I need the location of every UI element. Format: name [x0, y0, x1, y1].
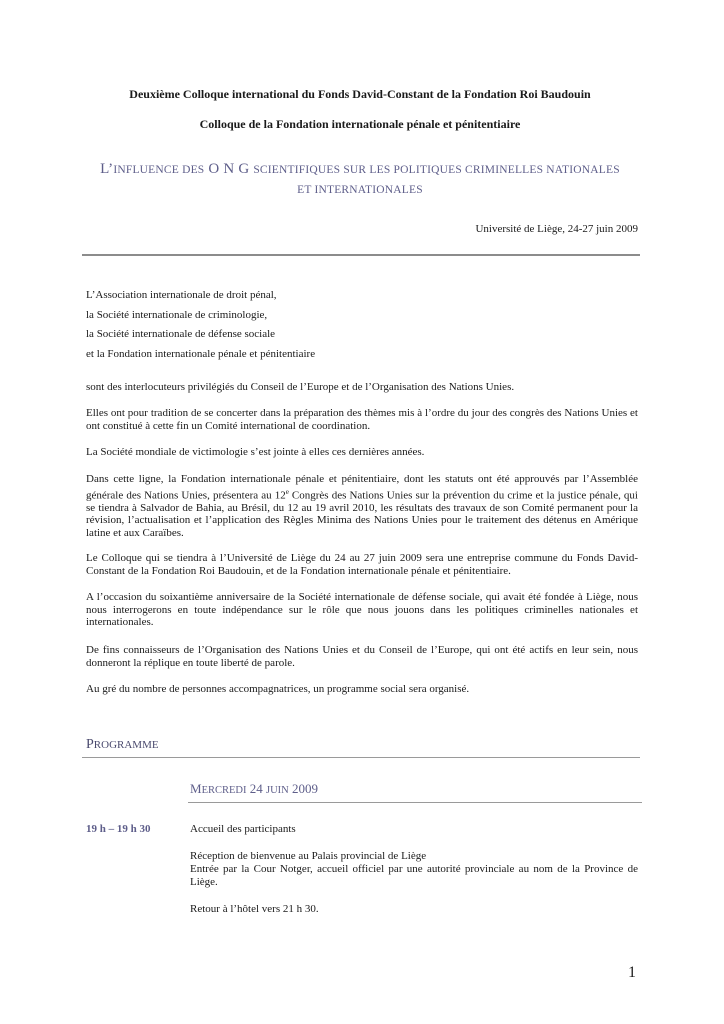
programme-item: Retour à l’hôtel vers 21 h 30. [190, 903, 319, 915]
programme-item: Accueil des participants [190, 823, 296, 835]
ordinal-superscript: e [285, 487, 289, 496]
header-divider [82, 254, 640, 256]
paragraph: Elles ont pour tradition de se concerter dans la préparation des thèmes mis à l’ordre du jour des congrès des Nations Unies et ont constitué à cette fin un Comité international de coordination. [86, 407, 638, 432]
programme-divider [82, 757, 640, 758]
day-number: 24 [249, 781, 263, 796]
day-initial: M [190, 781, 202, 796]
document-title-line2 [80, 180, 640, 199]
heading-rest: ROGRAMME [93, 739, 159, 751]
place-date: Université de Liège, 24-27 juin 2009 [475, 223, 638, 235]
paragraph-text: Congrès des Nations Unies sur la prévention du crime et la justice pénale, qui se tiendra à Salvador de Bahia, au Brésil, du 12 au 19 avril 2010, les résultats des travaux de son Comité permanent pour la révision, l’actualisation et l’application des Règles Minima des Nations Unies pour le traitement des détenus en Amérique latine et aux Caraïbes. [86, 489, 638, 540]
paragraph: Au gré du nombre de personnes accompagnatrices, un programme social sera organisé. [86, 683, 470, 695]
document-title [80, 160, 640, 179]
foundation-heading: Colloque de la Fondation internationale pénale et pénitentiaire [199, 117, 521, 131]
paragraph: De fins connaisseurs de l’Organisation des Nations Unies et du Conseil de l’Europe, qui ont été actifs en leur sein, nous donneront la réplique en toute liberté de parole. [86, 644, 638, 669]
day-month: JUIN [265, 785, 289, 796]
organisation-line: la Société internationale de défense sociale [86, 328, 276, 340]
paragraph-text: Dans cette ligne, la Fondation internationale pénale et pénitentiaire, dont les statuts ont été approuvés par l’Assemblée générale des Nations Unies, présentera au 12 [86, 473, 638, 502]
paragraph: La Société mondiale de victimologie s’est jointe à elles ces dernières années. [86, 446, 425, 458]
day-heading [190, 781, 318, 798]
paragraph [86, 473, 638, 540]
time-slot: 19 h – 19 h 30 [86, 823, 151, 835]
organisation-line: et la Fondation internationale pénale et pénitentiaire [86, 348, 316, 360]
programme-heading [86, 737, 159, 753]
title-part: INFLUENCE DES [113, 164, 205, 176]
paragraph: A l’occasion du soixantième anniversaire de la Société internationale de défense sociale, qui avait été fondée à Liège, nous nous interrogerons en toute indépendance sur le rôle que nous jouons dans les politiques criminelles nationales et internationales. [86, 591, 638, 629]
day-divider [188, 802, 642, 803]
title-part: L’ [100, 161, 114, 177]
heading-initial: P [86, 737, 94, 752]
programme-item: Réception de bienvenue au Palais provincial de Liège [190, 850, 427, 862]
page-number: 1 [628, 964, 636, 981]
title-part: O N G [208, 161, 250, 177]
paragraph: Le Colloque qui se tiendra à l’Université de Liège du 24 au 27 juin 2009 sera une entreprise commune du Fonds David-Constant de la Fondation Roi Baudouin, et de la Fondation internationale pénale et pénitentiaire. [86, 552, 638, 577]
organisation-line: la Société internationale de criminologie, [86, 309, 268, 321]
paragraph: sont des interlocuteurs privilégiés du Conseil de l’Europe et de l’Organisation des Nations Unies. [86, 381, 515, 393]
colloquium-heading: Deuxième Colloque international du Fonds David-Constant de la Fondation Roi Baudouin [129, 87, 591, 101]
day-name: ERCREDI [201, 785, 247, 796]
title-part: ET INTERNATIONALES [297, 184, 423, 196]
day-year: 2009 [291, 781, 318, 796]
programme-item: Entrée par la Cour Notger, accueil officiel par une autorité provinciale au nom de la Province de Liège. [190, 863, 638, 888]
title-part: SCIENTIFIQUES SUR LES POLITIQUES CRIMINELLES NATIONALES [253, 164, 620, 176]
organisation-line: L’Association internationale de droit pénal, [86, 289, 277, 301]
